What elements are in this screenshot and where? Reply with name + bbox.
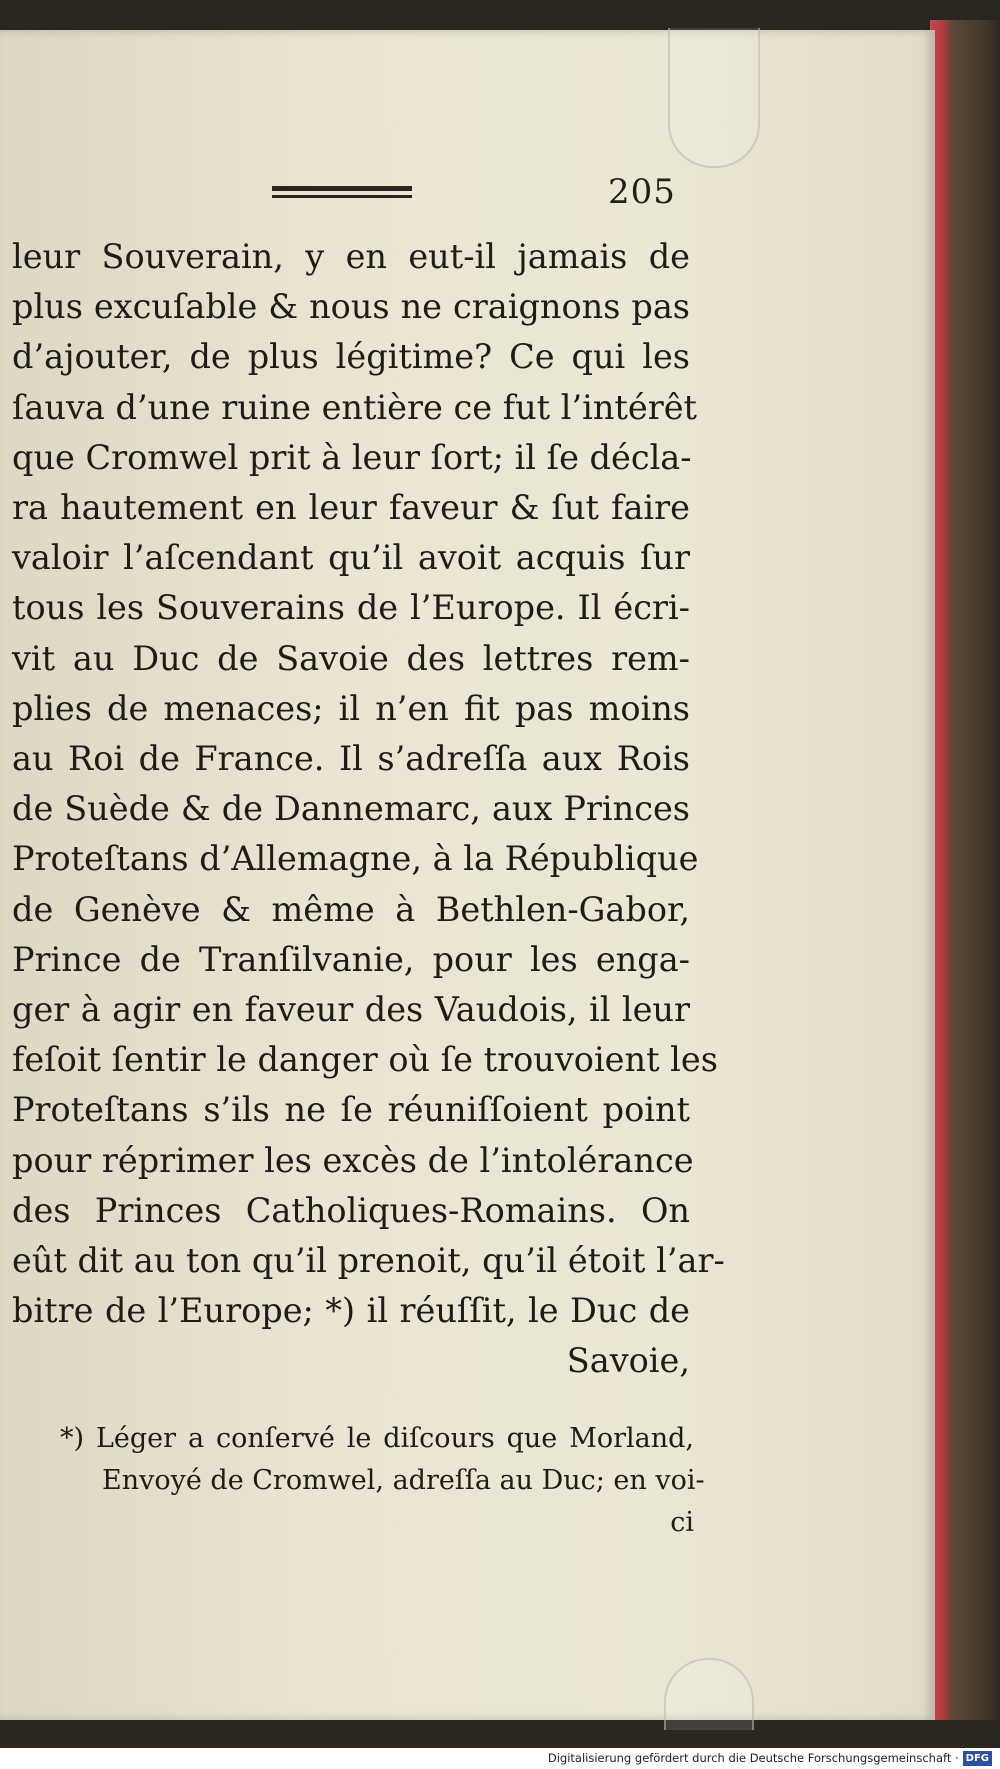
text-line: ger à agir en faveur des Vaudois, il leur bbox=[12, 990, 690, 1030]
text-line: plus excuſable & nous ne craignons pas bbox=[12, 287, 690, 327]
text-line: au Roi de France. Il s’adreſſa aux Rois bbox=[12, 739, 690, 779]
text-line: que Cromwel prit à leur ſort; il ſe décla- bbox=[12, 437, 692, 477]
digitization-credit bbox=[0, 1748, 1000, 1769]
body-text bbox=[12, 232, 725, 1387]
text-line: feſoit ſentir le danger où ſe trouvoient les bbox=[12, 1040, 718, 1080]
footnote-line: *) Léger a conſervé le diſcours que Morland, bbox=[60, 1423, 694, 1454]
text-line: de Suède & de Dannemarc, aux Princes bbox=[12, 789, 690, 829]
text-line: Prince de Tranſilvanie, pour les enga- bbox=[12, 939, 690, 979]
text-line: d’ajouter, de plus légitime? Ce qui les bbox=[12, 337, 690, 377]
page-number: 205 bbox=[608, 172, 676, 212]
footnote bbox=[60, 1418, 705, 1544]
text-line: bitre de l’Europe; *) il réuſſit, le Duc de bbox=[12, 1291, 690, 1331]
text-line: valoir l’aſcendant qu’il avoit acquis ſur bbox=[12, 538, 690, 578]
catchword: Savoie, bbox=[566, 1341, 690, 1381]
book-edge bbox=[930, 20, 1000, 1720]
text-line: des Princes Catholiques-Romains. On bbox=[12, 1190, 690, 1230]
text-line: eût dit au ton qu’il prenoit, qu’il étoit l’ar- bbox=[12, 1241, 725, 1281]
text-line: leur Souverain, y en eut-il jamais de bbox=[12, 237, 690, 276]
text-line: de Genève & même à Bethlen-Gabor, bbox=[12, 889, 690, 929]
text-line: tous les Souverains de l’Europe. Il écri- bbox=[12, 588, 690, 628]
text-line: ſauva d’une ruine entière ce fut l’intérêt bbox=[12, 387, 698, 427]
text-line: Proteſtans d’Allemagne, à la République bbox=[12, 839, 699, 879]
dfg-logo: DFG bbox=[963, 1751, 992, 1766]
credit-text: Digitalisierung gefördert durch die Deutsche Forschungsgemeinschaft · bbox=[547, 1751, 959, 1765]
text-line: vit au Duc de Savoie des lettres rem- bbox=[12, 638, 690, 678]
text-line: Proteſtans s’ils ne ſe réuniſſoient point bbox=[12, 1090, 690, 1130]
footnote-line: Envoyé de Cromwel, adreſſa au Duc; en voi- bbox=[102, 1465, 705, 1496]
text-line: pour réprimer les excès de l’intolérance bbox=[12, 1140, 694, 1180]
text-line: ra hautement en leur faveur & ſut faire bbox=[12, 488, 690, 528]
footnote-catchword: ci bbox=[670, 1507, 694, 1538]
text-line: plies de menaces; il n’en fit pas moins bbox=[12, 688, 690, 728]
page-clip-top bbox=[668, 28, 760, 168]
header-rule bbox=[272, 186, 412, 200]
